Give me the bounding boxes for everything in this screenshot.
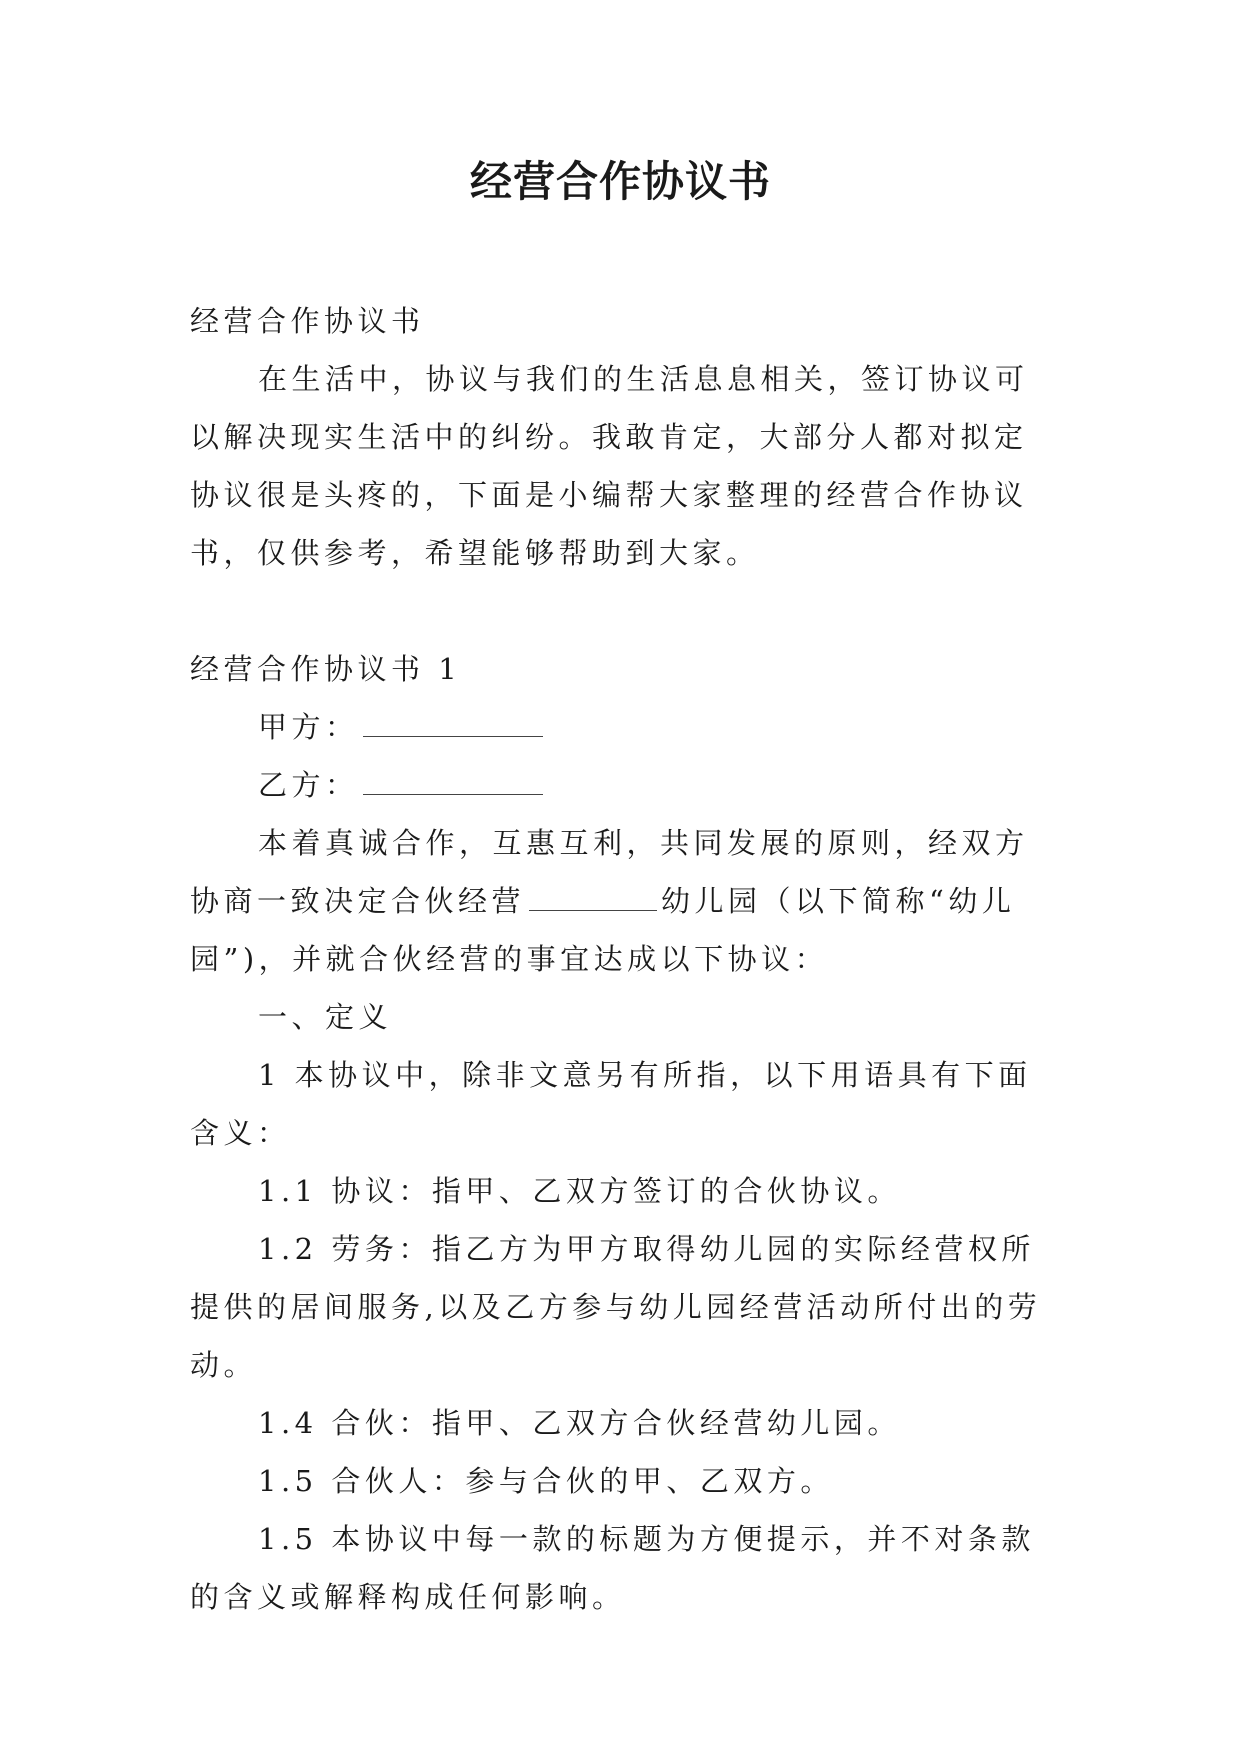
section-title: 经营合作协议书 1	[190, 652, 462, 686]
document-heading: 经营合作协议书	[190, 304, 425, 338]
clause-item: 1.2 劳务：指乙方为甲方取得幼儿园的实际经营权所提供的居间服务,以及乙方参与幼儿园经营活动所付出的劳动。	[190, 1232, 1042, 1382]
clause-item: 1 本协议中，除非文意另有所指，以下用语具有下面含义：	[190, 1058, 1032, 1150]
preamble-text-2: 幼儿园（以下简称“幼儿园”)，并就合伙经营的事宜达成以下协议：	[190, 884, 1016, 976]
party-a-line	[190, 698, 1060, 756]
party-b-line	[190, 756, 1060, 814]
clause-item: 1.5 本协议中每一款的标题为方便提示，并不对条款的含义或解释构成任何影响。	[190, 1522, 1035, 1614]
clause-heading: 一、定义	[258, 1000, 393, 1034]
document-body	[190, 292, 1060, 1626]
clause-item: 1.1 协议：指甲、乙双方签订的合伙协议。	[258, 1174, 901, 1208]
preamble-paragraph	[190, 814, 1060, 988]
party-a-label: 甲方：	[258, 710, 359, 744]
preamble-text-1: 本着真诚合作，互惠互利，共同发展的原则，经双方协商一致决定合伙经营	[190, 826, 1029, 918]
paragraph-gap	[190, 582, 1060, 640]
document-title: 经营合作协议书	[469, 157, 771, 206]
party-a-blank	[363, 718, 543, 737]
party-b-label: 乙方：	[258, 768, 359, 802]
party-b-blank	[363, 776, 543, 795]
clause-item: 1.5 合伙人：参与合伙的甲、乙双方。	[258, 1464, 834, 1498]
clause-item: 1.4 合伙：指甲、乙双方合伙经营幼儿园。	[258, 1406, 901, 1440]
intro-paragraph: 在生活中，协议与我们的生活息息相关，签订协议可以解决现实生活中的纠纷。我敢肯定，大部分人都对拟定协议很是头疼的，下面是小编帮大家整理的经营合作协议书，仅供参考，希望能够帮助到大家。	[190, 362, 1029, 570]
kindergarten-name-blank	[529, 892, 657, 911]
